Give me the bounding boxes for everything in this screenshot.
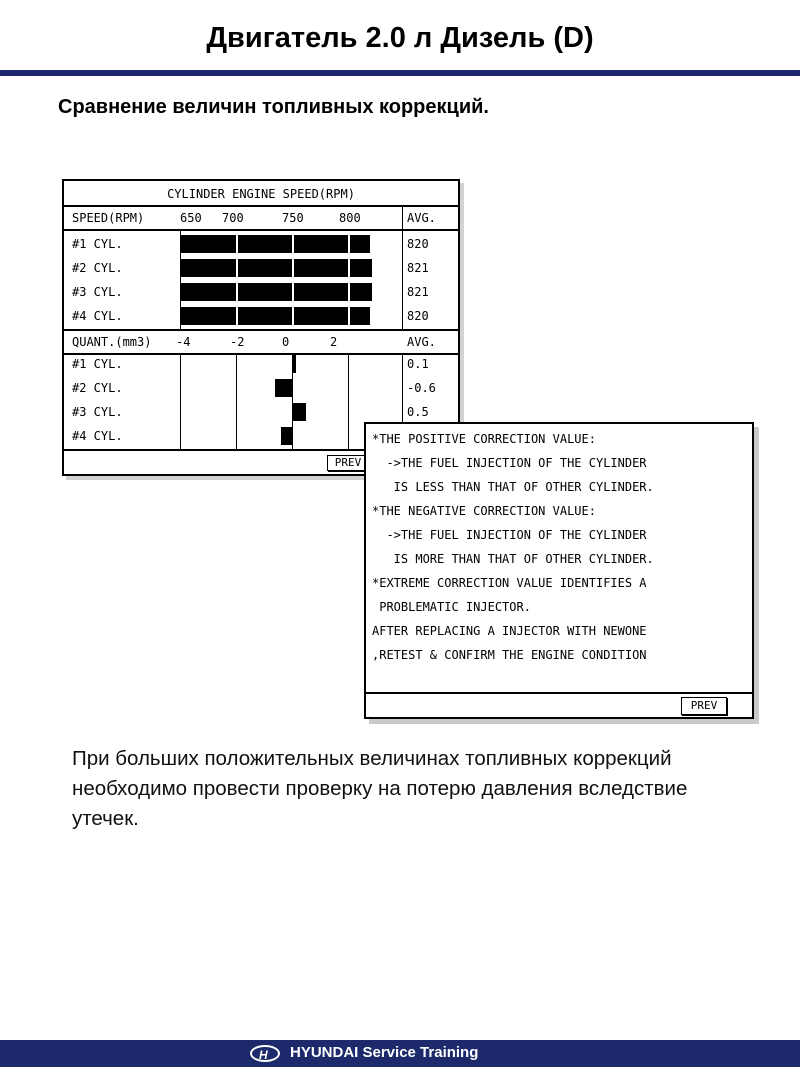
speed-tick-750: 750 — [282, 211, 304, 225]
quant-bar — [292, 355, 296, 373]
quant-header — [64, 329, 458, 355]
info-line: *THE NEGATIVE CORRECTION VALUE: — [372, 504, 596, 518]
bar-separator — [292, 235, 294, 253]
quant-tick-2: 2 — [330, 335, 338, 349]
speed-row-avg: 821 — [407, 261, 429, 275]
quant-avg-header: AVG. — [407, 335, 436, 349]
page-subtitle: Сравнение величин топливных коррекций. — [58, 96, 489, 118]
grid-line — [180, 355, 181, 451]
quant-row-avg: 0.1 — [407, 357, 429, 371]
speed-tick-700: 700 — [222, 211, 244, 225]
info-line: ,RETEST & CONFIRM THE ENGINE CONDITION — [372, 648, 647, 662]
bottom-divider — [366, 692, 752, 694]
quant-row-avg: -0.6 — [407, 381, 436, 395]
quant-tick-0: 0 — [282, 335, 290, 349]
quant-row-label: #1 CYL. — [72, 357, 123, 371]
hyundai-logo-icon — [250, 1045, 280, 1062]
bar-separator — [236, 307, 238, 325]
quant-row-avg: 0.5 — [407, 405, 429, 419]
speed-row-label: #3 CYL. — [72, 285, 123, 299]
grid-line — [348, 355, 349, 451]
speed-bar — [180, 283, 372, 301]
info-line: *THE POSITIVE CORRECTION VALUE: — [372, 432, 596, 446]
title-divider — [0, 70, 800, 76]
speed-avg-header: AVG. — [407, 211, 436, 225]
grid-line — [236, 355, 237, 451]
speed-tick-650: 650 — [180, 211, 202, 225]
info-line: IS MORE THAN THAT OF OTHER CYLINDER. — [372, 552, 654, 566]
info-line: IS LESS THAN THAT OF OTHER CYLINDER. — [372, 480, 654, 494]
bar-separator — [292, 259, 294, 277]
bar-separator — [348, 235, 350, 253]
bar-separator — [292, 307, 294, 325]
speed-header — [64, 207, 458, 231]
logo-letter: H — [259, 1048, 268, 1062]
quant-row-label: #2 CYL. — [72, 381, 123, 395]
speed-bar — [180, 259, 372, 277]
quant-row-label: #3 CYL. — [72, 405, 123, 419]
bar-separator — [348, 307, 350, 325]
footer-bar — [0, 1040, 800, 1067]
bar-separator — [236, 259, 238, 277]
speed-row-label: #1 CYL. — [72, 237, 123, 251]
bar-separator — [348, 283, 350, 301]
info-line: AFTER REPLACING A INJECTOR WITH NEWONE — [372, 624, 647, 638]
bar-separator — [348, 259, 350, 277]
info-line: ->THE FUEL INJECTION OF THE CYLINDER — [372, 456, 647, 470]
info-line: ->THE FUEL INJECTION OF THE CYLINDER — [372, 528, 647, 542]
bar-separator — [236, 235, 238, 253]
body-text: При больших положительных величинах топливных коррекций необходимо провести проверку на потерю давления вследствие утечек. — [72, 747, 688, 830]
info-line: PROBLEMATIC INJECTOR. — [372, 600, 531, 614]
speed-bar — [180, 307, 370, 325]
speed-row-label: #2 CYL. — [72, 261, 123, 275]
quant-bar — [275, 379, 292, 397]
speed-tick-800: 800 — [339, 211, 361, 225]
quant-tick-neg2: -2 — [230, 335, 245, 349]
bar-separator — [292, 283, 294, 301]
prev-button[interactable]: PREV — [327, 455, 369, 471]
speed-row-avg: 820 — [407, 237, 429, 251]
speed-bar — [180, 235, 370, 253]
quant-row-label: #4 CYL. — [72, 429, 123, 443]
page-title: Двигатель 2.0 л Дизель (D) — [206, 22, 594, 54]
speed-header-label: SPEED(RPM) — [72, 211, 145, 225]
speed-row-avg: 821 — [407, 285, 429, 299]
footer-brand: HYUNDAI Service Training — [290, 1044, 479, 1061]
info-line: *EXTREME CORRECTION VALUE IDENTIFIES A — [372, 576, 647, 590]
prev-button[interactable]: PREV — [681, 697, 727, 715]
speed-row-avg: 820 — [407, 309, 429, 323]
quant-tick-neg4: -4 — [176, 335, 191, 349]
quant-bar — [281, 427, 292, 445]
screen-title: CYLINDER ENGINE SPEED(RPM) — [64, 181, 458, 207]
correction-info-screen — [364, 422, 754, 719]
quant-bar — [292, 403, 306, 421]
bar-separator — [236, 283, 238, 301]
speed-row-label: #4 CYL. — [72, 309, 123, 323]
grid-line — [402, 207, 403, 329]
quant-header-label: QUANT.(mm3) — [72, 335, 152, 349]
